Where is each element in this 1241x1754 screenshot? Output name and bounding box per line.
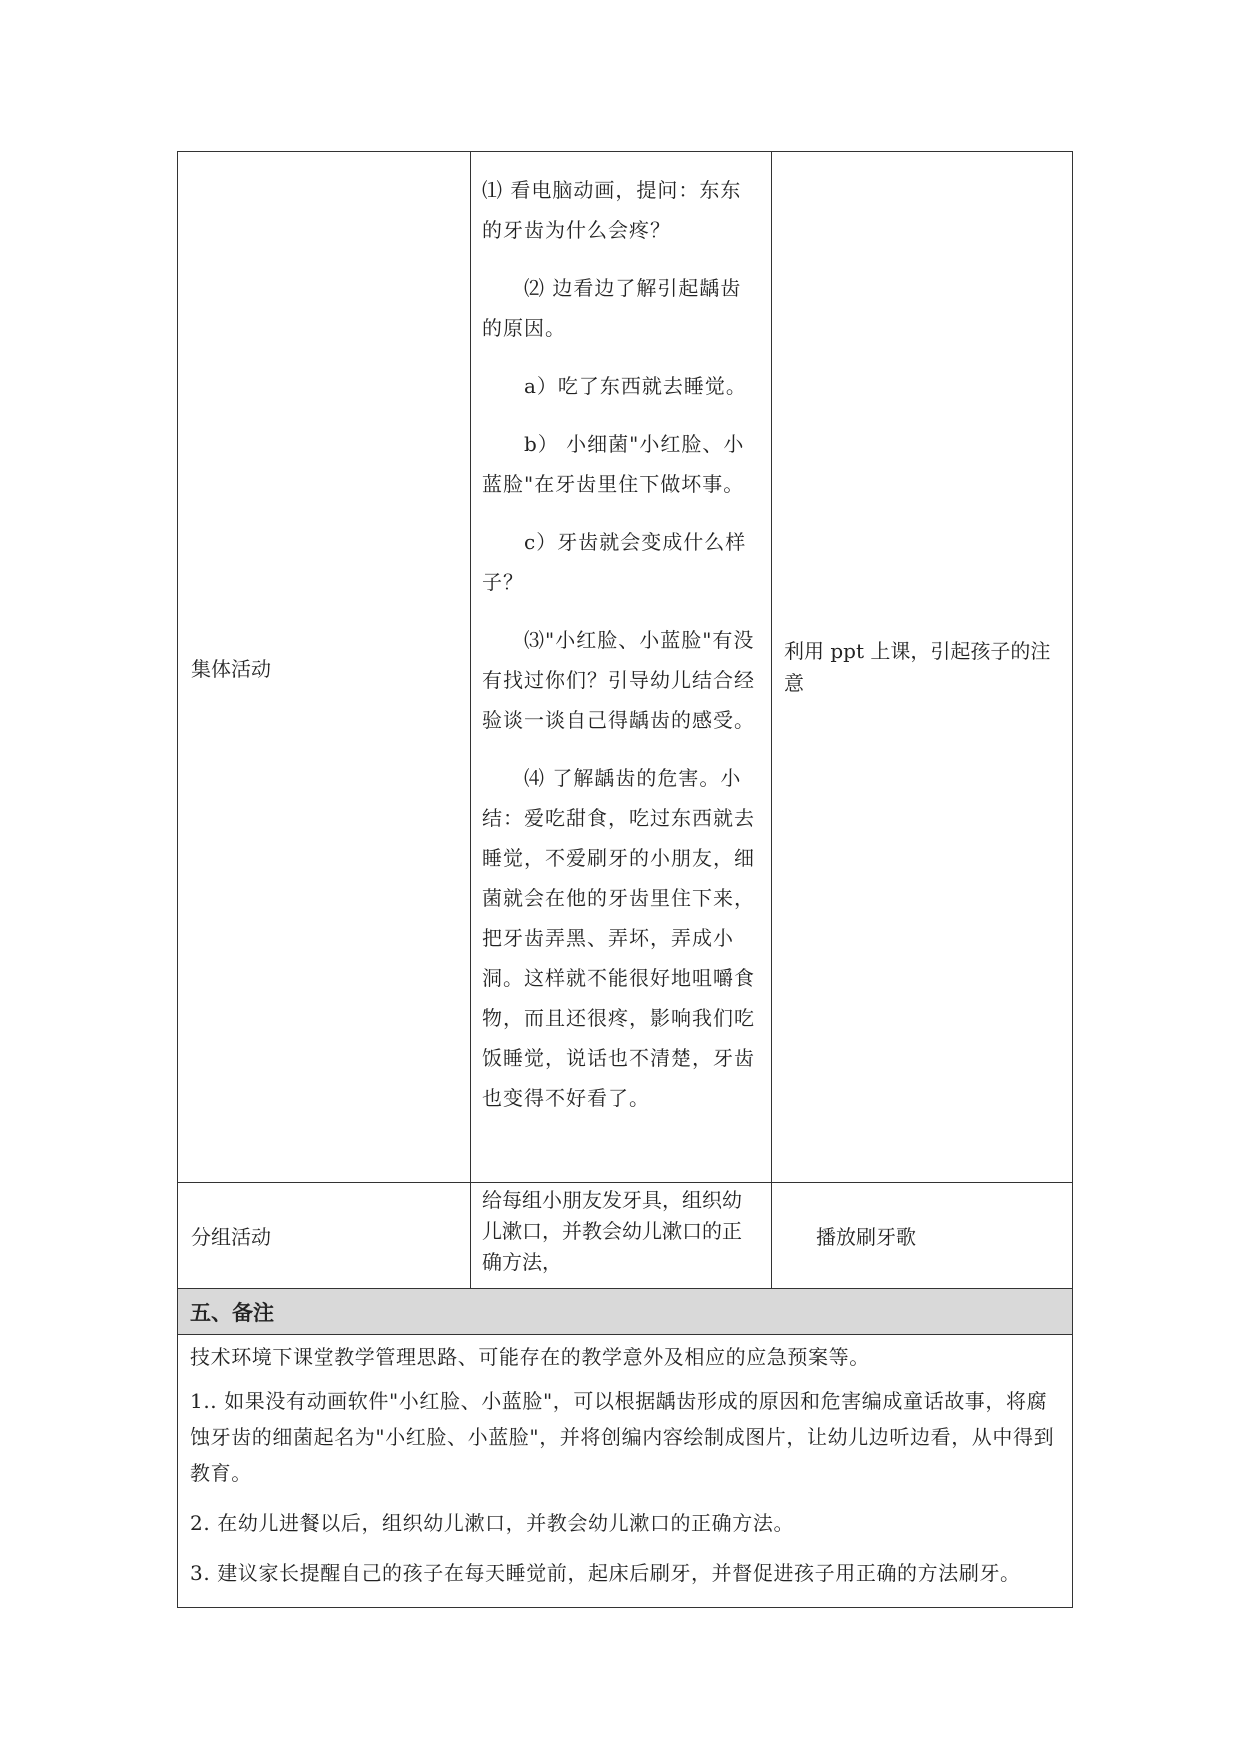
collective-activity-label: 集体活动	[178, 152, 471, 1183]
remarks-item: 3. 建议家长提醒自己的孩子在每天睡觉前，起床后刷牙，并督促进孩子用正确的方法刷牙。	[190, 1561, 1021, 1585]
remarks-heading-row	[178, 1289, 1073, 1335]
collective-activity-row	[178, 152, 1073, 1183]
step-item: b） 小细菌"小红脸、小蓝脸"在牙齿里住下做坏事。	[482, 432, 745, 496]
step-item: ⑷ 了解龋齿的危害。小结：爱吃甜食，吃过东西就去睡觉，不爱刷牙的小朋友，细菌就会在他的牙齿里住下来，把牙齿弄黑、弄坏，弄成小洞。这样就不能很好地咀嚼食物，而且还很疼，影响我们吃饭睡觉，说话也不清楚，牙齿也变得不好看了。	[482, 766, 755, 1110]
step-item: ⑵ 边看边了解引起龋齿的原因。	[482, 276, 742, 340]
remarks-heading: 五、备注	[178, 1289, 1073, 1335]
group-activity-note: 播放刷牙歌	[772, 1183, 1073, 1289]
remarks-intro: 技术环境下课堂教学管理思路、可能存在的教学意外及相应的应急预案等。	[190, 1345, 870, 1369]
collective-activity-steps	[471, 152, 772, 1183]
remarks-row	[178, 1335, 1073, 1608]
step-item: ⑴ 看电脑动画，提问：东东的牙齿为什么会疼？	[482, 178, 742, 242]
remarks-content	[178, 1335, 1073, 1608]
remarks-item: 1.. 如果没有动画软件"小红脸、小蓝脸"，可以根据龋齿形成的原因和危害编成童话故事，将腐蚀牙齿的细菌起名为"小红脸、小蓝脸"，并将创编内容绘制成图片，让幼儿边听边看，从中得到教育。	[190, 1389, 1055, 1485]
step-item: ⑶"小红脸、小蓝脸"有没有找过你们？引导幼儿结合经验谈一谈自己得龋齿的感受。	[482, 628, 755, 732]
step-item: c）牙齿就会变成什么样子？	[482, 530, 747, 594]
group-activity-label: 分组活动	[178, 1183, 471, 1289]
remarks-item: 2. 在幼儿进餐以后，组织幼儿漱口，并教会幼儿漱口的正确方法。	[190, 1511, 795, 1535]
lesson-plan-table	[177, 151, 1073, 1608]
collective-activity-note: 利用 ppt 上课，引起孩子的注意	[772, 152, 1073, 1183]
step-item: a）吃了东西就去睡觉。	[524, 374, 747, 398]
group-activity-content: 给每组小朋友发牙具，组织幼儿漱口，并教会幼儿漱口的正确方法，	[471, 1183, 772, 1289]
group-activity-row	[178, 1183, 1073, 1289]
